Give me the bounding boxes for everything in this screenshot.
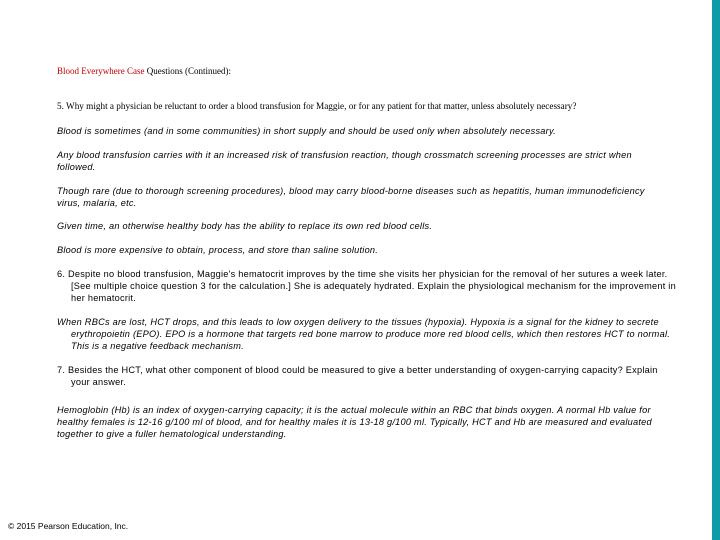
heading-rest: Questions (Continued): (144, 66, 231, 76)
accent-bar (712, 0, 720, 540)
answer-5-item-4: Given time, an otherwise healthy body has the ability to replace its own red blood cells. (57, 221, 433, 231)
answer-5-item-2: Any blood transfusion carries with it an increased risk of transfusion reaction, though crossmatch screening processes are strict when followed. (57, 150, 632, 172)
slide-heading (57, 66, 231, 76)
answer-6: When RBCs are lost, HCT drops, and this leads to low oxygen delivery to the tissues (hypoxia). Hypoxia is a signal for the kidney to secrete erythropoietin (EPO). EPO is a hormone that targets red bone marrow to produce more red blood cells, which then restores HCT to normal. This is a negative feedback mechanism. (57, 317, 671, 351)
answer-5-item-1: Blood is sometimes (and in some communities) in short supply and should be used only when absolutely necessary. (57, 126, 556, 136)
question-6: 6. Despite no blood transfusion, Maggie's hematocrit improves by the time she visits her physician for the removal of her sutures a week later. [See multiple choice question 3 for the calculation.] She is adequately hydrated. Explain the physiological mechanism for the improvement in her hematocrit. (57, 269, 676, 303)
copyright-footer: © 2015 Pearson Education, Inc. (8, 521, 129, 531)
answer-5-item-5: Blood is more expensive to obtain, process, and store than saline solution. (57, 245, 379, 255)
question-5: 5. Why might a physician be reluctant to order a blood transfusion for Maggie, or for any patient for that matter, unless absolutely necessary? (57, 101, 577, 111)
question-7: 7. Besides the HCT, what other component of blood could be measured to give a better understanding of oxygen-carrying capacity? Explain your answer. (57, 365, 658, 387)
answer-5-item-3: Though rare (due to thorough screening procedures), blood may carry blood-borne diseases such as hepatitis, human immunodeficiency virus, malaria, etc. (57, 186, 645, 208)
answer-7: Hemoglobin (Hb) is an index of oxygen-carrying capacity; it is the actual molecule within an RBC that binds oxygen. A normal Hb value for healthy females is 12-16 g/100 ml of blood, and for healthy males it is 13-18 g/100 ml. Typically, HCT and Hb are measured and evaluated together to give a fuller hematological understanding. (57, 405, 652, 439)
case-title: Blood Everywhere Case (57, 66, 145, 76)
